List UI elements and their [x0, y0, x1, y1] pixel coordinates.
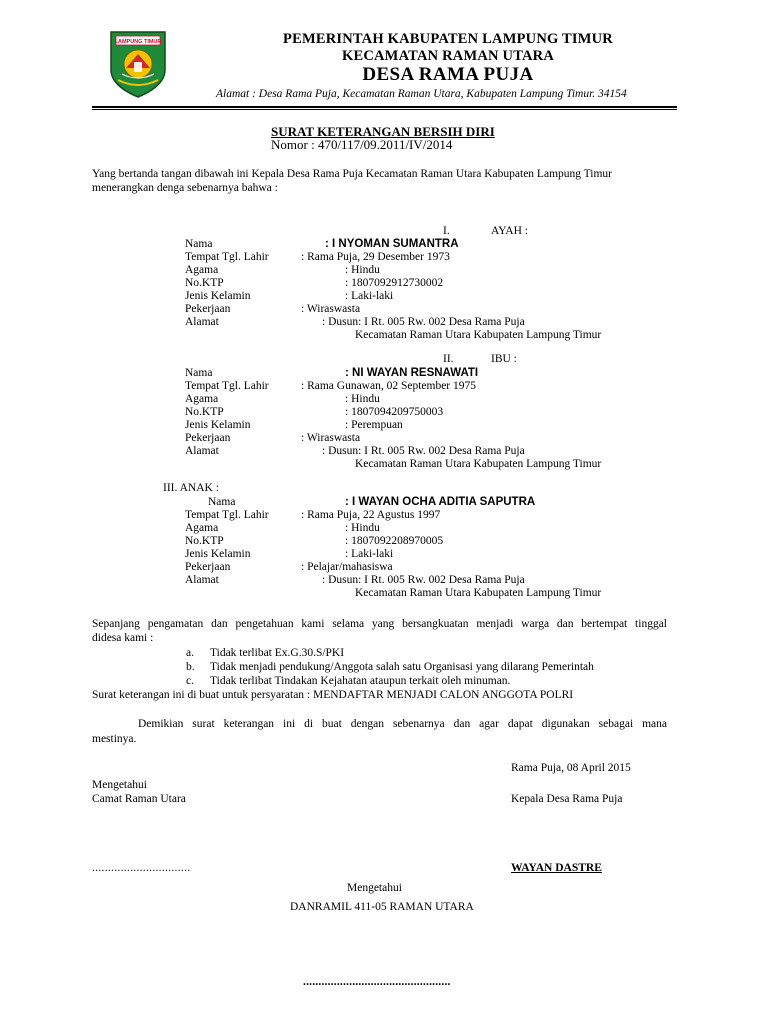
ibu-address-cont: Kecamatan Raman Utara Kabupaten Lampung Timur — [355, 458, 602, 470]
ibu-label-pekerjaan: Pekerjaan — [185, 432, 231, 444]
statement-item-c: Tidak terlibat Tindakan Kejahatan ataupun terkait oleh minuman. — [210, 675, 511, 687]
ayah-value-alamat: : Dusun: I Rt. 005 Rw. 002 Desa Rama Puja — [322, 316, 525, 328]
ayah-label-agama: Agama — [185, 264, 219, 276]
ayah-label-nama: Nama — [185, 238, 213, 250]
ibu-value-pekerjaan: : Wiraswasta — [301, 432, 361, 444]
signature-left-label-1: Mengetahui — [92, 779, 147, 791]
statement-item-c-marker: c. — [186, 675, 194, 687]
anak-value-agama: : Hindu — [345, 522, 380, 534]
closing-line-1: Demikian surat keterangan ini di buat dengan sebenarnya dan agar dapat digunakan sebagai mana — [138, 718, 667, 730]
ibu-label-alamat: Alamat — [185, 445, 219, 457]
lampung-timur-emblem-icon — [108, 30, 168, 98]
statement-item-a: Tidak terlibat Ex.G.30.S/PKI — [210, 647, 345, 659]
anak-address-cont: Kecamatan Raman Utara Kabupaten Lampung Timur — [355, 587, 602, 599]
signature-left-label-2: Camat Raman Utara — [92, 793, 186, 805]
anak-label-nama: Nama — [208, 496, 236, 508]
anak-label-pekerjaan: Pekerjaan — [185, 561, 231, 573]
letter-number: Nomor : 470/117/09.2011/IV/2014 — [271, 137, 453, 152]
anak-label-ktp: No.KTP — [185, 535, 224, 547]
statement-item-b: Tidak menjadi pendukung/Anggota salah satu Organisasi yang dilarang Pemerintah — [210, 661, 594, 673]
ibu-value-alamat: : Dusun: I Rt. 005 Rw. 002 Desa Rama Puja — [322, 445, 525, 457]
statement-line-2: didesa kami : — [92, 632, 154, 644]
ayah-label-ktp: No.KTP — [185, 277, 224, 289]
statement-line-1: Sepanjang pengamatan dan pengetahuan kami selama yang bersangkuatan menjadi warga dan bertempat tinggal — [92, 618, 667, 630]
anak-label-alamat: Alamat — [185, 574, 219, 586]
signature-bottom-line: ................................................ — [303, 976, 451, 988]
signature-right-label: Kepala Desa Rama Puja — [511, 793, 623, 805]
ibu-value-jk: : Perempuan — [345, 419, 403, 431]
header-government: PEMERINTAH KABUPATEN LAMPUNG TIMUR — [283, 31, 613, 47]
anak-value-nama: : I WAYAN OCHA ADITIA SAPUTRA — [345, 496, 536, 508]
ayah-address-cont: Kecamatan Raman Utara Kabupaten Lampung Timur — [355, 329, 602, 341]
anak-value-jk: : Laki-laki — [345, 548, 394, 560]
ayah-label-alamat: Alamat — [185, 316, 219, 328]
anak-label-ttl: Tempat Tgl. Lahir — [185, 509, 269, 521]
anak-value-ktp: : 1807092208970005 — [345, 535, 444, 547]
statement-item-a-marker: a. — [186, 647, 194, 659]
ayah-value-ttl: : Rama Puja, 29 Desember 1973 — [301, 251, 450, 263]
intro-line-1: Yang bertanda tangan dibawah ini Kepala Desa Rama Puja Kecamatan Raman Utara Kabupaten Lampung Timur — [92, 168, 613, 180]
intro-line-2: menerangkan denga sebenarnya bahwa : — [92, 182, 278, 194]
ibu-label-nama: Nama — [185, 367, 213, 379]
header-rule-thin — [92, 109, 677, 110]
signature-left-line: ............................... — [92, 862, 191, 874]
ibu-value-ttl: : Rama Gunawan, 02 September 1975 — [301, 380, 477, 392]
ayah-label-ttl: Tempat Tgl. Lahir — [185, 251, 269, 263]
statement-purpose: Surat keterangan ini di buat untuk persyaratan : MENDAFTAR MENJADI CALON ANGGOTA POLRI — [92, 689, 574, 701]
ayah-heading: AYAH : — [491, 225, 528, 237]
signature-right-name: WAYAN DASTRE — [511, 862, 602, 874]
signature-bottom-label-2: DANRAMIL 411-05 RAMAN UTARA — [290, 901, 474, 913]
ibu-label-ttl: Tempat Tgl. Lahir — [185, 380, 269, 392]
ibu-heading: IBU : — [491, 353, 517, 365]
anak-value-pekerjaan: : Pelajar/mahasiswa — [301, 561, 393, 573]
ibu-label-jk: Jenis Kelamin — [185, 419, 251, 431]
ibu-label-agama: Agama — [185, 393, 219, 405]
header-district: KECAMATAN RAMAN UTARA — [341, 48, 554, 64]
header-address: Alamat : Desa Rama Puja, Kecamatan Raman Utara, Kabupaten Lampung Timur. 34154 — [216, 88, 627, 100]
logo-text: LAMPUNG TIMUR — [114, 39, 162, 45]
anak-value-ttl: : Rama Puja, 22 Agustus 1997 — [301, 509, 441, 521]
anak-heading: III. ANAK : — [163, 482, 219, 494]
ayah-heading-number: I. — [443, 225, 450, 237]
ibu-value-agama: : Hindu — [345, 393, 380, 405]
header-rule-thick — [92, 106, 677, 108]
statement-item-b-marker: b. — [186, 661, 195, 673]
ibu-heading-number: II. — [443, 353, 454, 365]
letter-title: SURAT KETERANGAN BERSIH DIRI — [271, 124, 495, 139]
anak-label-jk: Jenis Kelamin — [185, 548, 251, 560]
anak-label-agama: Agama — [185, 522, 219, 534]
signature-bottom-label-1: Mengetahui — [347, 882, 402, 894]
ayah-label-pekerjaan: Pekerjaan — [185, 303, 231, 315]
closing-line-2: mestinya. — [92, 733, 137, 745]
ayah-value-agama: : Hindu — [345, 264, 380, 276]
header-village: DESA RAMA PUJA — [362, 64, 534, 85]
ayah-value-nama: : I NYOMAN SUMANTRA — [325, 238, 459, 250]
ibu-value-ktp: : 1807094209750003 — [345, 406, 444, 418]
ayah-label-jk: Jenis Kelamin — [185, 290, 251, 302]
ibu-label-ktp: No.KTP — [185, 406, 224, 418]
anak-value-alamat: : Dusun: I Rt. 005 Rw. 002 Desa Rama Puja — [322, 574, 525, 586]
regency-logo — [108, 30, 168, 98]
ibu-value-nama: : NI WAYAN RESNAWATI — [345, 367, 479, 379]
ayah-value-ktp: : 1807092912730002 — [345, 277, 444, 289]
signature-place-date: Rama Puja, 08 April 2015 — [511, 762, 631, 774]
ayah-value-jk: : Laki-laki — [345, 290, 394, 302]
ayah-value-pekerjaan: : Wiraswasta — [301, 303, 361, 315]
